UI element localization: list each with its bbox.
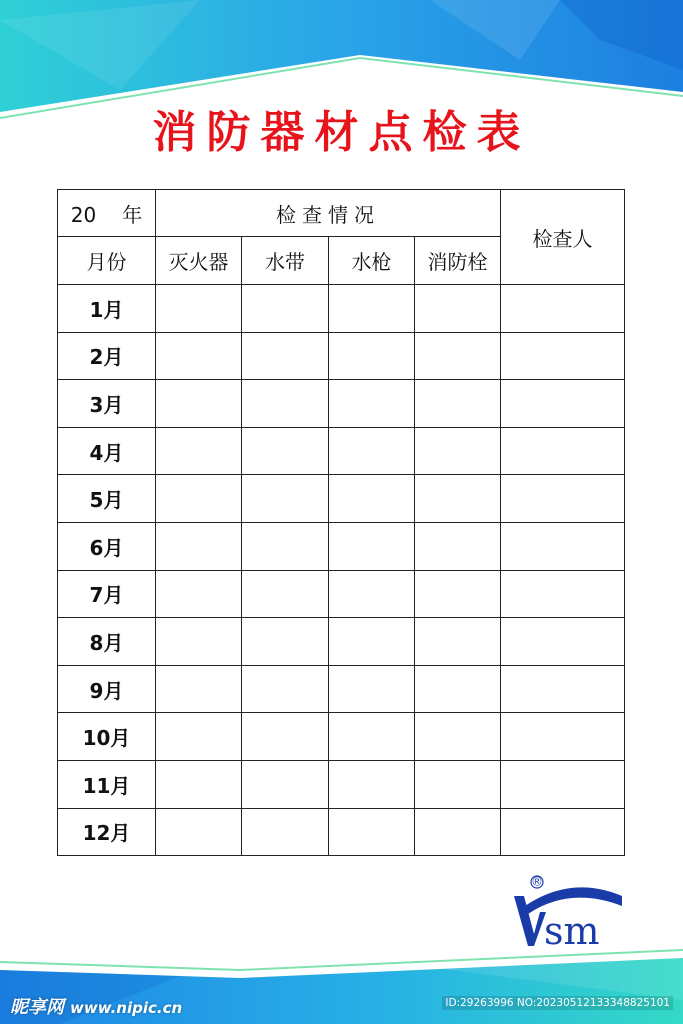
- hydrant-check-cell[interactable]: [415, 475, 501, 523]
- inspector-cell[interactable]: [501, 332, 625, 380]
- extinguisher-check-cell[interactable]: [156, 380, 242, 428]
- extinguisher-check-cell[interactable]: [156, 808, 242, 856]
- month-label: 1月: [58, 285, 156, 333]
- hydrant-check-cell[interactable]: [415, 760, 501, 808]
- month-label: 6月: [58, 522, 156, 570]
- inspector-cell[interactable]: [501, 618, 625, 666]
- month-row: [58, 665, 625, 713]
- year-cell[interactable]: [58, 190, 156, 237]
- item-header-nozzle: 水枪: [329, 237, 415, 285]
- month-label: 3月: [58, 380, 156, 428]
- hydrant-check-cell[interactable]: [415, 285, 501, 333]
- nozzle-check-cell[interactable]: [329, 618, 415, 666]
- inspector-cell[interactable]: [501, 570, 625, 618]
- extinguisher-check-cell[interactable]: [156, 570, 242, 618]
- month-label: 12月: [58, 808, 156, 856]
- inspector-cell[interactable]: [501, 760, 625, 808]
- hose-check-cell[interactable]: [242, 665, 329, 713]
- inspector-cell[interactable]: [501, 427, 625, 475]
- hydrant-check-cell[interactable]: [415, 808, 501, 856]
- nozzle-check-cell[interactable]: [329, 475, 415, 523]
- month-row: [58, 570, 625, 618]
- extinguisher-check-cell[interactable]: [156, 285, 242, 333]
- image-id-watermark: ID:29263996 NO:20230512133348825101: [442, 996, 673, 1010]
- inspector-cell[interactable]: [501, 713, 625, 761]
- month-row: [58, 380, 625, 428]
- extinguisher-check-cell[interactable]: [156, 475, 242, 523]
- hydrant-check-cell[interactable]: [415, 332, 501, 380]
- month-label: 4月: [58, 427, 156, 475]
- inspector-cell[interactable]: [501, 475, 625, 523]
- month-label: 7月: [58, 570, 156, 618]
- hose-check-cell[interactable]: [242, 427, 329, 475]
- nozzle-check-cell[interactable]: [329, 760, 415, 808]
- header-row-1: [58, 190, 625, 237]
- hose-check-cell[interactable]: [242, 570, 329, 618]
- logo-text: sm: [544, 909, 600, 952]
- month-label: 8月: [58, 618, 156, 666]
- inspection-status-header: 检查情况: [156, 190, 501, 237]
- hydrant-check-cell[interactable]: [415, 618, 501, 666]
- registered-mark: ®: [531, 874, 543, 889]
- hose-check-cell[interactable]: [242, 380, 329, 428]
- hose-check-cell[interactable]: [242, 475, 329, 523]
- hose-check-cell[interactable]: [242, 808, 329, 856]
- nozzle-check-cell[interactable]: [329, 665, 415, 713]
- inspector-cell[interactable]: [501, 808, 625, 856]
- hydrant-check-cell[interactable]: [415, 380, 501, 428]
- month-rows: [58, 285, 625, 856]
- hose-check-cell[interactable]: [242, 618, 329, 666]
- hydrant-check-cell[interactable]: [415, 427, 501, 475]
- nozzle-check-cell[interactable]: [329, 332, 415, 380]
- month-label: 11月: [58, 760, 156, 808]
- month-label: 5月: [58, 475, 156, 523]
- hydrant-check-cell[interactable]: [415, 665, 501, 713]
- month-row: [58, 760, 625, 808]
- nozzle-check-cell[interactable]: [329, 808, 415, 856]
- item-header-extinguisher: 灭火器: [156, 237, 242, 285]
- site-url[interactable]: www.nipic.cn: [70, 999, 183, 1017]
- site-watermark: [10, 993, 182, 1019]
- item-header-hose: 水带: [242, 237, 329, 285]
- hydrant-check-cell[interactable]: [415, 522, 501, 570]
- year-prefix: 20: [70, 202, 97, 227]
- inspector-cell[interactable]: [501, 285, 625, 333]
- month-row: [58, 713, 625, 761]
- month-row: [58, 332, 625, 380]
- item-header-hydrant: 消防栓: [415, 237, 501, 285]
- extinguisher-check-cell[interactable]: [156, 760, 242, 808]
- nozzle-check-cell[interactable]: [329, 713, 415, 761]
- extinguisher-check-cell[interactable]: [156, 332, 242, 380]
- inspection-table: [57, 189, 625, 856]
- hose-check-cell[interactable]: [242, 522, 329, 570]
- month-row: [58, 427, 625, 475]
- month-label: 2月: [58, 332, 156, 380]
- month-row: [58, 285, 625, 333]
- month-label: 9月: [58, 665, 156, 713]
- month-row: [58, 475, 625, 523]
- month-header: 月份: [58, 237, 156, 285]
- page-title: 消防器材点检表: [152, 107, 531, 158]
- extinguisher-check-cell[interactable]: [156, 427, 242, 475]
- nozzle-check-cell[interactable]: [329, 522, 415, 570]
- extinguisher-check-cell[interactable]: [156, 713, 242, 761]
- nozzle-check-cell[interactable]: [329, 570, 415, 618]
- inspector-cell[interactable]: [501, 665, 625, 713]
- inspector-cell[interactable]: [501, 380, 625, 428]
- month-row: [58, 522, 625, 570]
- hydrant-check-cell[interactable]: [415, 713, 501, 761]
- hose-check-cell[interactable]: [242, 760, 329, 808]
- extinguisher-check-cell[interactable]: [156, 618, 242, 666]
- hose-check-cell[interactable]: [242, 332, 329, 380]
- month-label: 10月: [58, 713, 156, 761]
- hose-check-cell[interactable]: [242, 285, 329, 333]
- hose-check-cell[interactable]: [242, 713, 329, 761]
- nozzle-check-cell[interactable]: [329, 285, 415, 333]
- hydrant-check-cell[interactable]: [415, 570, 501, 618]
- inspector-cell[interactable]: [501, 522, 625, 570]
- extinguisher-check-cell[interactable]: [156, 665, 242, 713]
- inspector-header: 检查人: [501, 190, 625, 285]
- extinguisher-check-cell[interactable]: [156, 522, 242, 570]
- site-name: 昵享网: [10, 997, 64, 1018]
- month-row: [58, 618, 625, 666]
- nozzle-check-cell[interactable]: [329, 380, 415, 428]
- year-suffix: 年: [122, 202, 143, 227]
- month-row: [58, 808, 625, 856]
- nozzle-check-cell[interactable]: [329, 427, 415, 475]
